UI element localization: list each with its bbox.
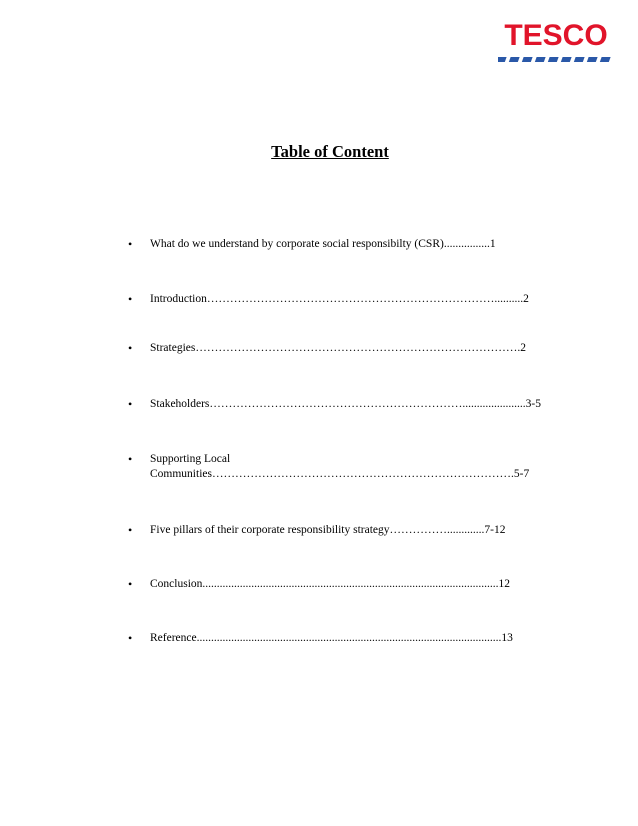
toc-entry-title: Five pillars of their corporate responsibility strategy <box>150 524 390 536</box>
toc-entry-page: 7-12 <box>484 524 506 536</box>
toc-entry-text <box>150 341 526 356</box>
page-title: Table of Content <box>271 142 389 161</box>
toc-entry-title: Conclusion <box>150 578 203 590</box>
tesco-logo-text: TESCO <box>504 19 608 52</box>
toc-entry-title: What do we understand by corporate social responsibilty (CSR) <box>150 238 444 250</box>
toc-entry-text <box>150 452 529 482</box>
toc-entry-page: 2 <box>520 342 526 354</box>
toc-entry-page: 3-5 <box>525 398 541 410</box>
toc-entry-dots: ………………………………………………………………….......... <box>206 293 524 305</box>
toc-entry-text <box>150 292 529 307</box>
toc-entry-text <box>150 237 496 252</box>
toc-entry-dots: ……………………………………………………………………. <box>211 468 514 480</box>
bullet-icon: • <box>128 397 133 411</box>
toc-entry-title-line1: Supporting Local <box>150 453 231 465</box>
toc-entry-title: Stakeholders <box>150 398 210 410</box>
toc-entry-title: Introduction <box>150 293 207 305</box>
toc-entry-line2 <box>150 467 529 482</box>
toc-entry-text <box>150 577 510 592</box>
toc-entry-title: Communities <box>150 468 212 480</box>
toc-entry-title: Strategies <box>150 342 196 354</box>
toc-entry-text <box>150 631 513 646</box>
toc-entry-dots: ....................................................................................................... <box>202 578 499 590</box>
toc-entry-text <box>150 397 541 412</box>
toc-entry-dots: ................ <box>443 238 490 250</box>
bullet-icon: • <box>128 631 133 645</box>
toc-entry-dots: ……………............. <box>389 524 485 536</box>
toc-entry-page: 1 <box>489 238 496 250</box>
bullet-icon: • <box>128 577 133 591</box>
bullet-icon: • <box>128 237 133 251</box>
toc-entry-dots: .......................................................................................................... <box>196 632 502 644</box>
toc-entry-page: 13 <box>501 632 513 644</box>
bullet-icon: • <box>128 341 133 355</box>
toc-entry-text <box>150 523 506 538</box>
bullet-icon: • <box>128 523 133 537</box>
bullet-icon: • <box>128 292 133 306</box>
toc-entry-dots: …………………………………………………………...................... <box>209 398 526 410</box>
toc-entry-page: 12 <box>498 578 511 590</box>
toc-entry-page: 5-7 <box>513 468 530 480</box>
toc-entry-page: 2 <box>523 293 529 305</box>
toc-entry-dots: …………………………………………………………………………. <box>195 342 521 354</box>
toc-entry-title: Reference <box>150 632 197 644</box>
bullet-icon: • <box>128 452 133 466</box>
